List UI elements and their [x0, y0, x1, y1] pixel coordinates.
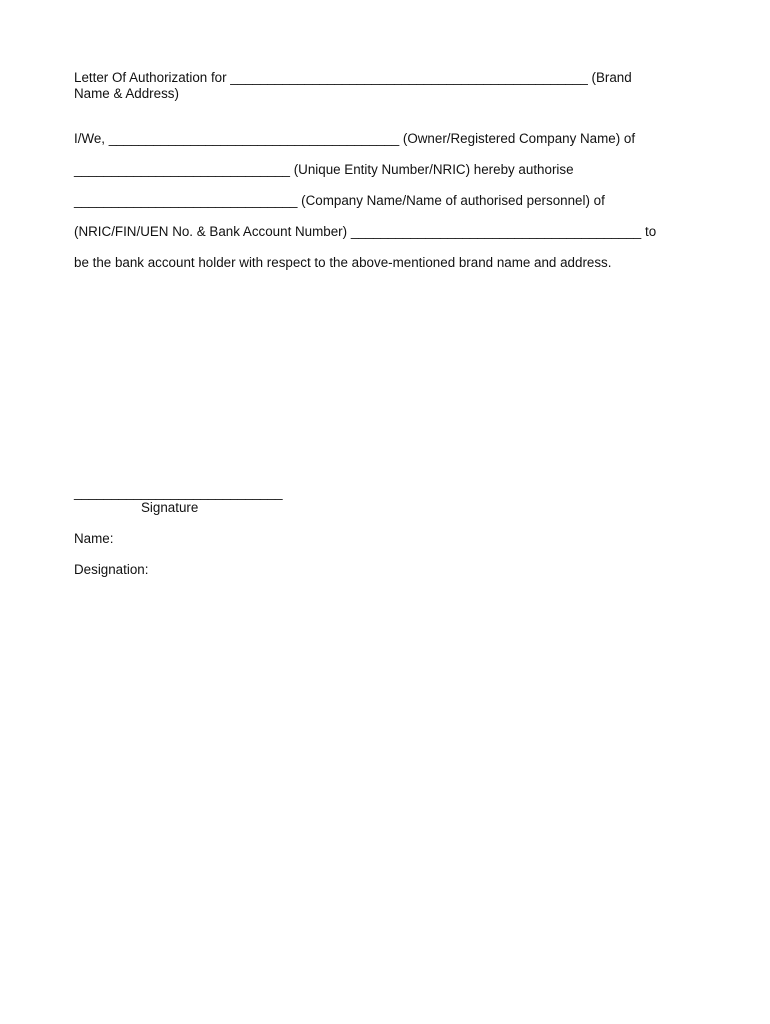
owner-name-line: I/We, _______________________________________ (Owner/Registered Company Name) of: [74, 131, 636, 146]
authorised-personnel-line: ______________________________ (Company Name/Name of authorised personnel) of: [74, 193, 605, 208]
designation-label: Designation:: [74, 562, 149, 577]
bank-account-line: (NRIC/FIN/UEN No. & Bank Account Number) _______________________________________ to: [74, 224, 657, 239]
name-label: Name:: [74, 531, 114, 546]
account-holder-statement: be the bank account holder with respect to the above-mentioned brand name and address.: [74, 255, 612, 270]
entity-number-line: _____________________________ (Unique Entity Number/NRIC) hereby authorise: [74, 162, 574, 177]
letter-title-line-1: Letter Of Authorization for ________________________________________________ (Brand: [74, 70, 632, 85]
letter-title-line-2: Name & Address): [74, 86, 179, 101]
signature-label: Signature: [141, 500, 199, 515]
signature-line: ____________________________: [74, 485, 283, 500]
